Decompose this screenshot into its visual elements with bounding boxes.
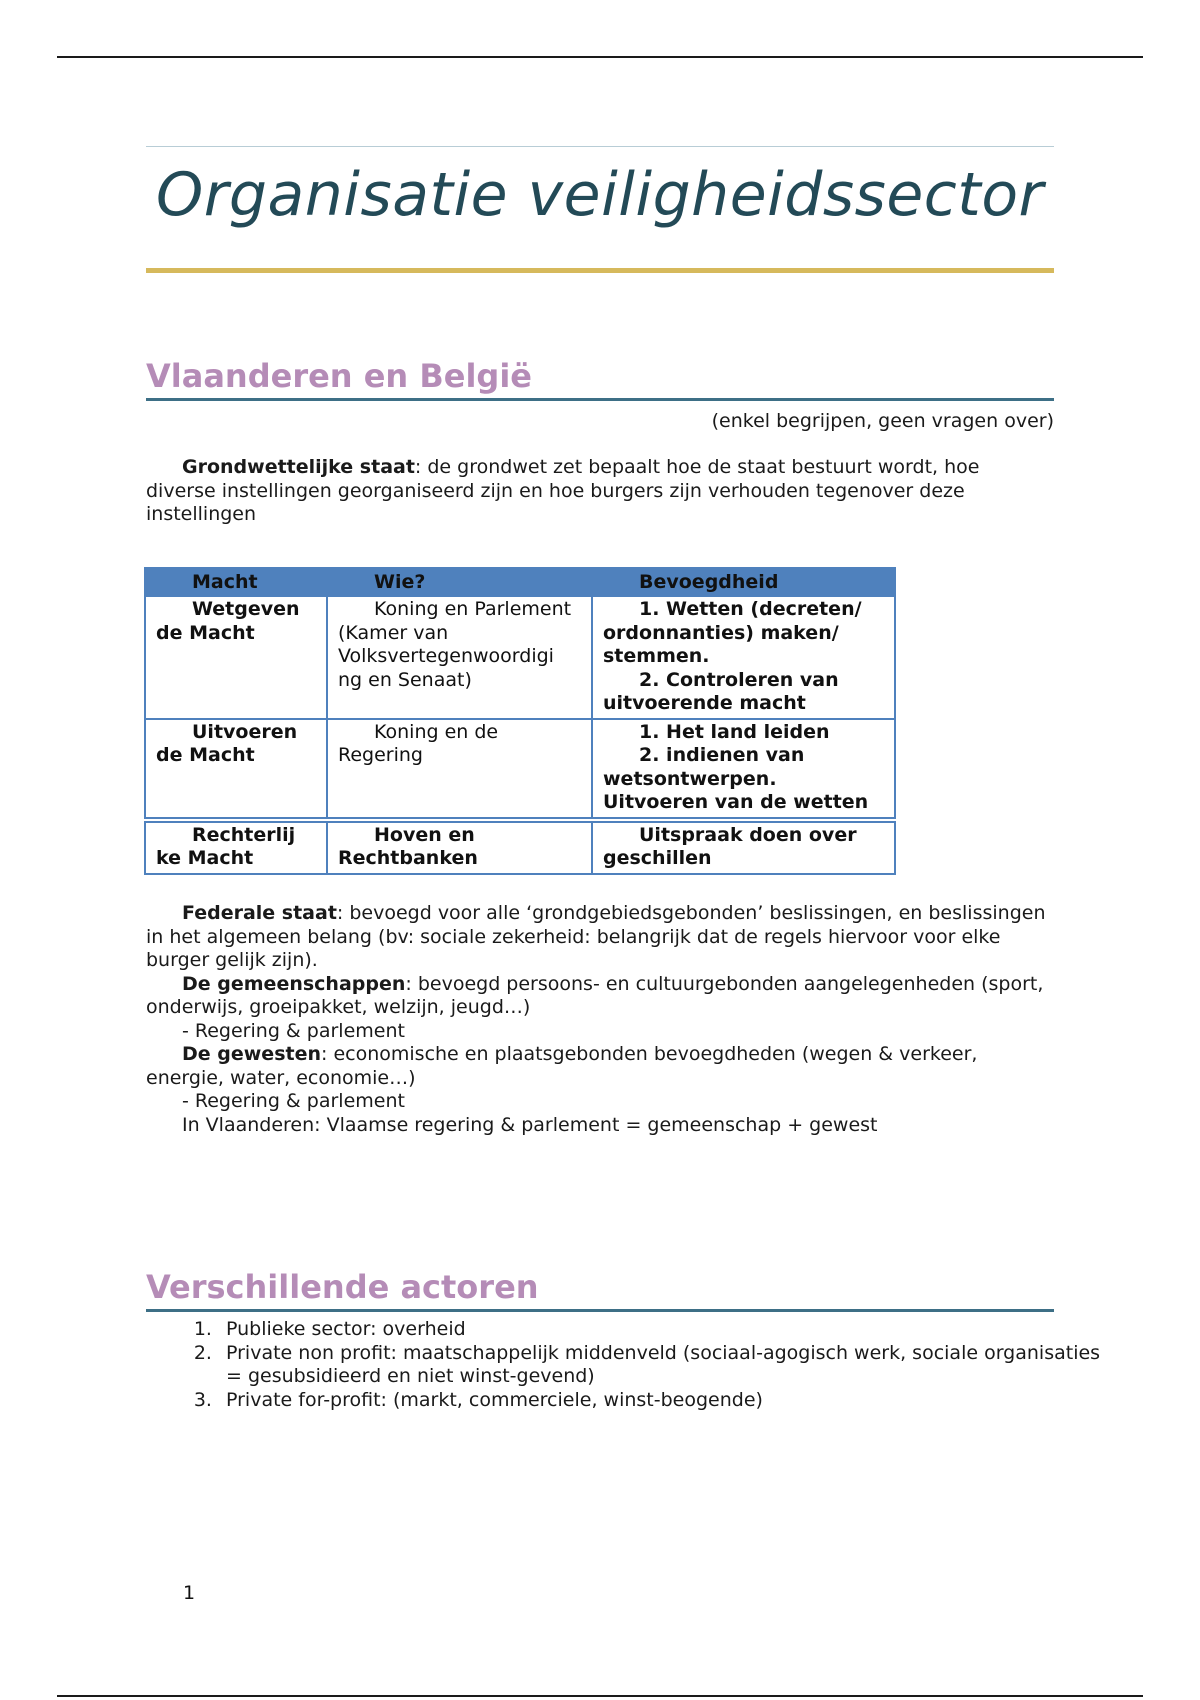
list-item: 1. Publieke sector: overheid <box>218 1318 1118 1342</box>
table-cell-bevoegdheid: 1. Wetten (decreten/ ordonnanties) maken/ stemmen. 2. Controleren van uitvoerende macht <box>592 596 895 719</box>
list-item: 2. Private non profit: maatschappelijk middenveld (sociaal-agogisch werk, sociale organisaties = gesubsidieerd en niet winst-gevend) <box>218 1342 1118 1389</box>
vlaanderen-line: In Vlaanderen: Vlaamse regering & parlement = gemeenschap + gewest <box>182 1113 878 1136</box>
section-heading-vlaanderen: Vlaanderen en België <box>146 357 532 395</box>
section-heading-rule <box>146 398 1054 401</box>
table-cell-macht: Wetgeven de Macht <box>145 596 327 719</box>
table-cell-macht: Rechterlij ke Macht <box>145 820 327 874</box>
table-header-cell: Bevoegdheid <box>592 568 895 596</box>
table-row <box>145 820 895 874</box>
page-number: 1 <box>183 1582 196 1604</box>
section-heading-rule <box>146 1309 1054 1312</box>
table-cell-wie: Hoven en Rechtbanken <box>327 820 592 874</box>
table-cell-macht: Uitvoeren de Macht <box>145 719 327 820</box>
list-item: 3. Private for-profit: (markt, commerciele, winst-beogende) <box>218 1389 1118 1413</box>
table-cell-bevoegdheid: Uitspraak doen over geschillen <box>592 820 895 874</box>
intro-term: Grondwettelijke staat <box>182 456 415 478</box>
actors-list <box>146 1318 1118 1412</box>
table-cell-wie: Koning en Parlement (Kamer van Volksvertegenwoordigi ng en Senaat) <box>327 596 592 719</box>
gewesten-sub: - Regering & parlement <box>182 1090 405 1112</box>
table-header-row <box>145 568 895 596</box>
table-header-cell: Macht <box>145 568 327 596</box>
intro-text: : de grondwet zet bepaalt hoe de staat bestuurt wordt, hoe diverse instellingen georganiseerd zijn en hoe burgers zijn verhouden tegenover deze instellingen <box>146 456 980 525</box>
section-heading-actoren: Verschillende actoren <box>146 1268 539 1306</box>
federale-staat-paragraph: Federale staat: bevoegd voor alle ‘grondgebiedsgebonden’ beslissingen, en beslissingen in het algemeen belang (bv: sociale zekerheid: belangrijk dat de regels hiervoor voor elke burger gelijk zijn). <box>146 902 1046 971</box>
gemeenschappen-sub: - Regering & parlement <box>182 1019 405 1042</box>
gewesten-paragraph: De gewesten: economische en plaatsgebonden bevoegdheden (wegen & verkeer, energie, water, economie…) <box>146 1043 978 1089</box>
table-row <box>145 719 895 820</box>
title-top-rule <box>146 146 1054 147</box>
intro-paragraph <box>146 456 1046 527</box>
page-bottom-rule <box>57 1695 1143 1697</box>
table-row <box>145 596 895 719</box>
section-note: (enkel begrijpen, geen vragen over) <box>711 410 1054 432</box>
powers-table <box>144 567 896 875</box>
title-underline <box>146 268 1054 273</box>
table-header-cell: Wie? <box>327 568 592 596</box>
table-cell-wie: Koning en de Regering <box>327 719 592 820</box>
gemeenschappen-paragraph: De gemeenschappen: bevoegd persoons- en cultuurgebonden aangelegenheden (sport, onderwijs, groeipakket, welzijn, jeugd…) <box>146 972 1044 1018</box>
staat-paragraphs <box>146 902 1046 1137</box>
document-title: Organisatie veiligheidssector <box>156 160 1044 230</box>
table-cell-bevoegdheid: 1. Het land leiden 2. indienen van wetsontwerpen. Uitvoeren van de wetten <box>592 719 895 820</box>
page-top-rule <box>57 56 1143 58</box>
